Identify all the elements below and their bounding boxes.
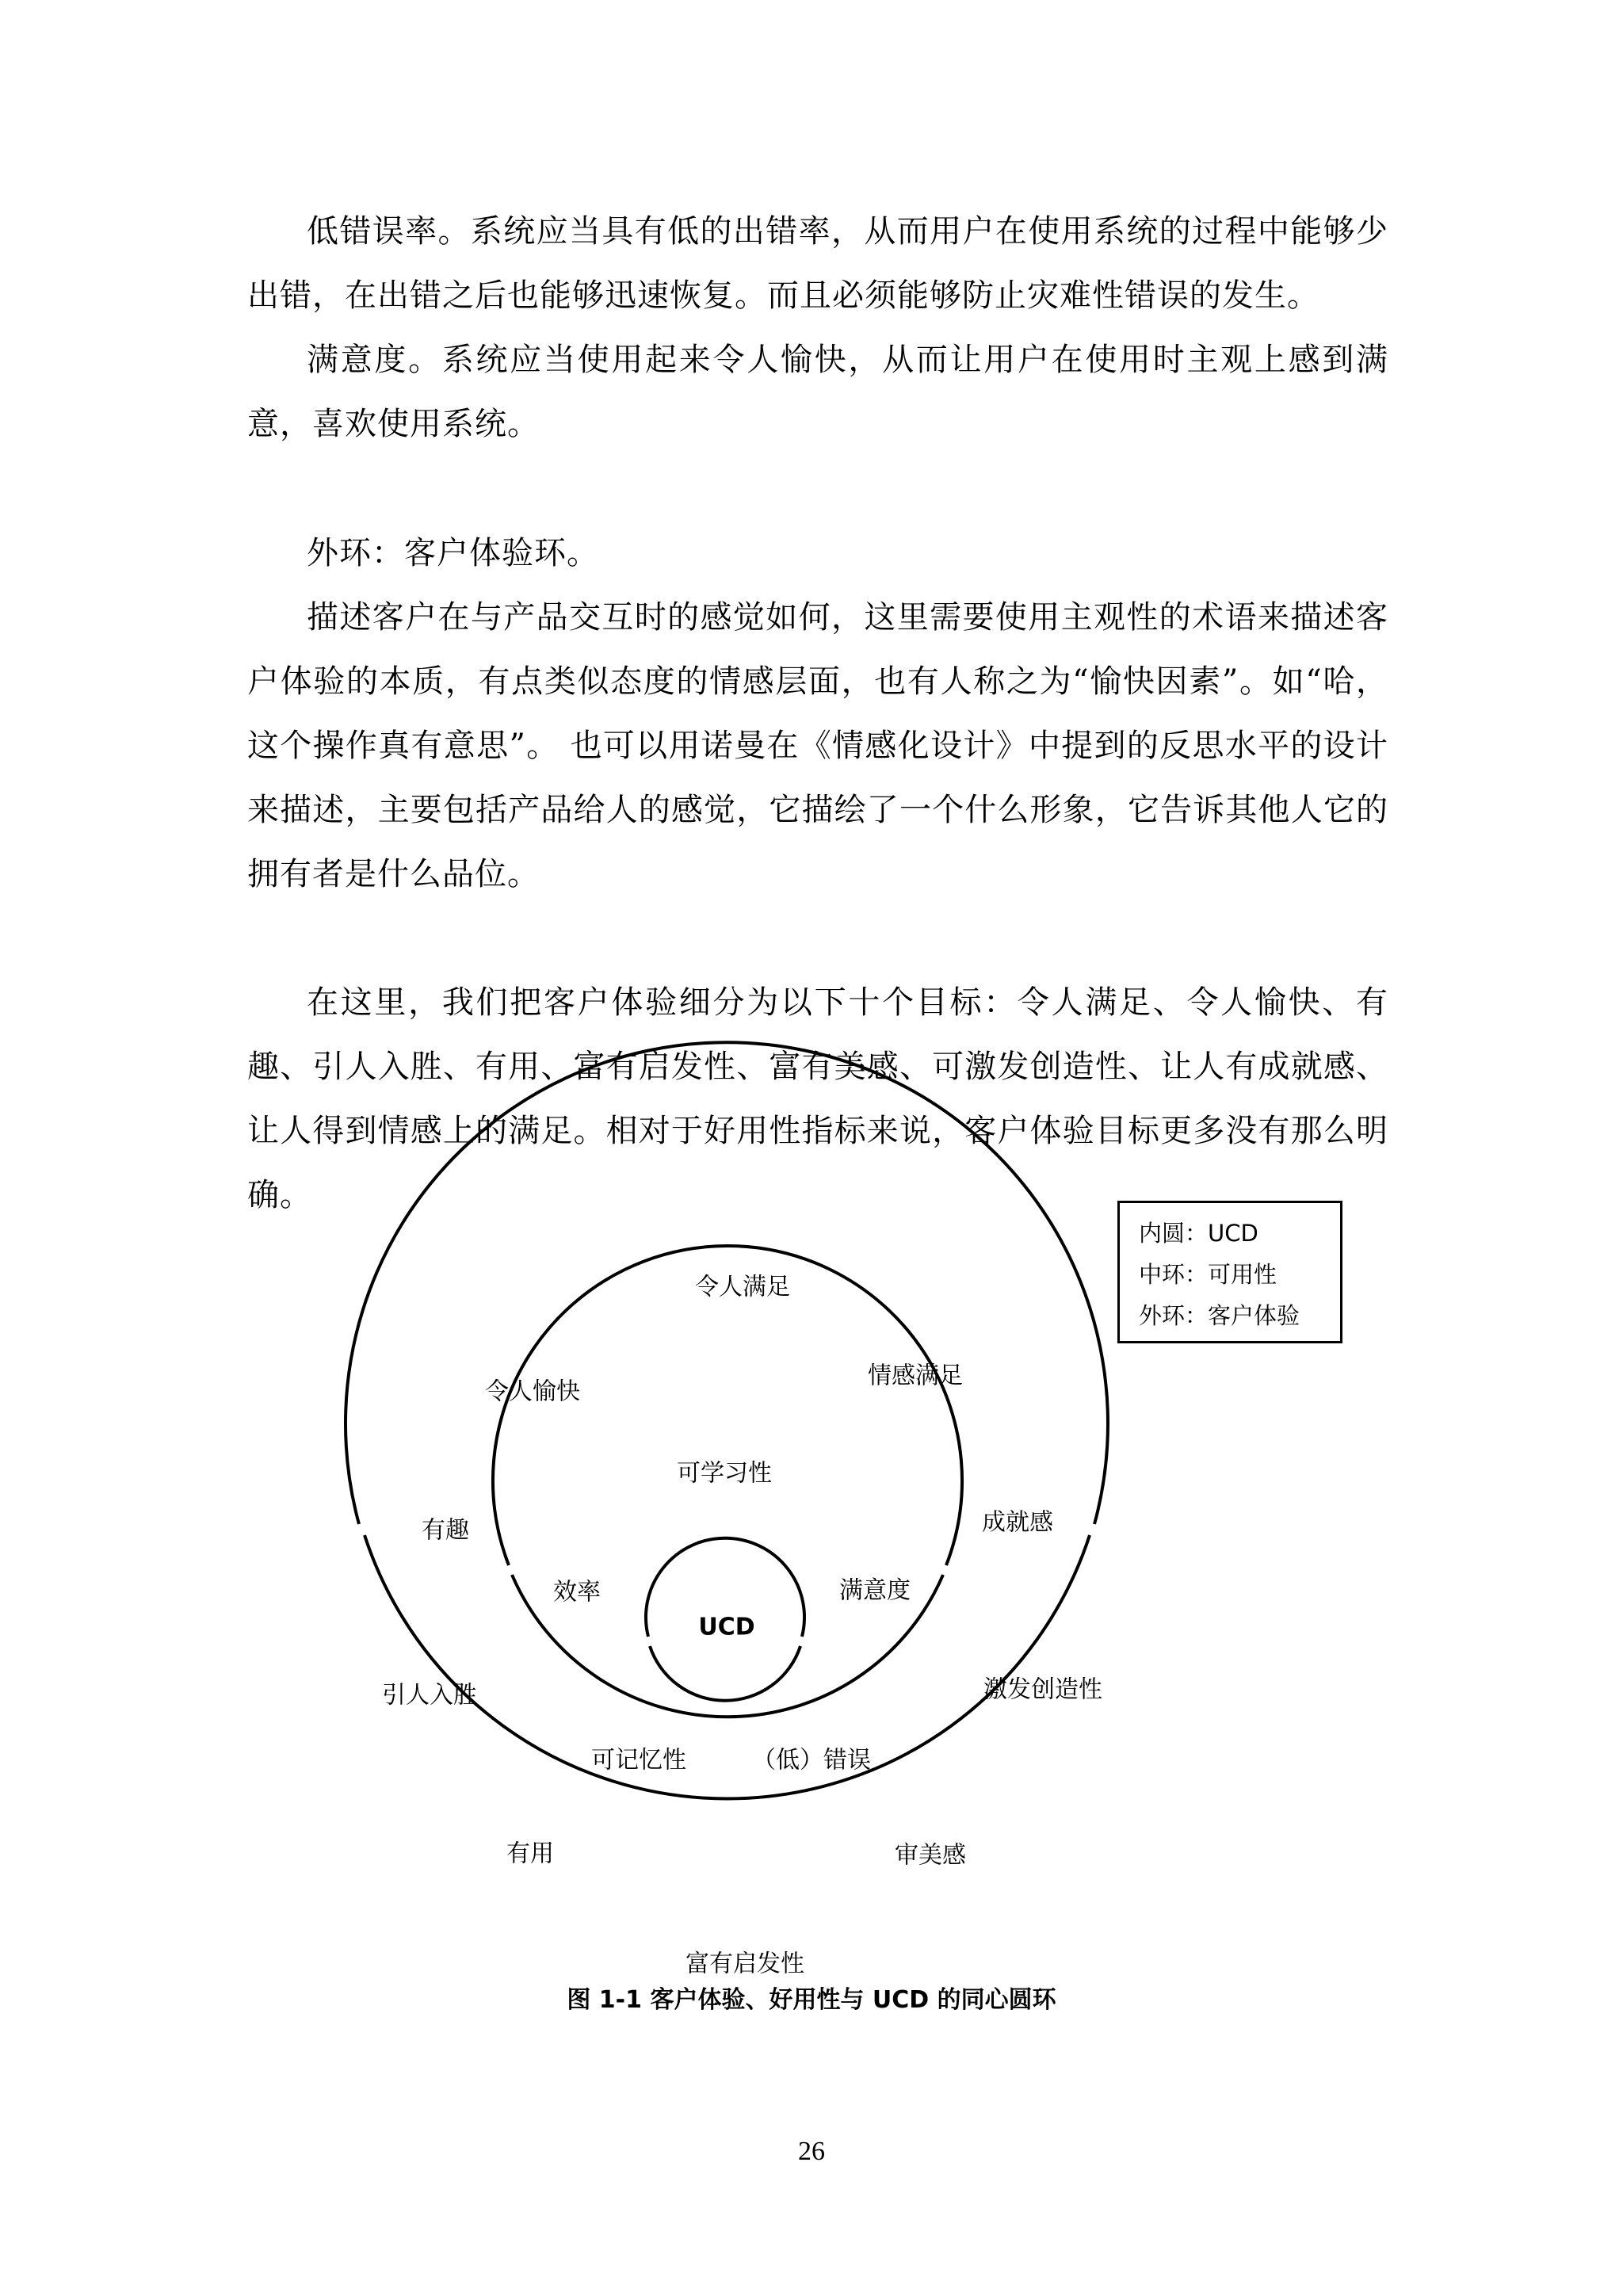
legend-entry-middle: 中环：可用性 [1139, 1261, 1277, 1288]
paragraph-outer-ring-heading: 外环：客户体验环。 [307, 535, 599, 571]
outer-ring-label-aesthetic: 审美感 [895, 1841, 966, 1870]
outer-ring-arc-lower [365, 1535, 1090, 1798]
page-number: 26 [798, 2137, 825, 2166]
outer-ring-label-enjoyable: 令人愉快 [485, 1377, 580, 1406]
outer-ring-label-engaging: 引人入胜 [382, 1681, 477, 1710]
outer-ring-label-supports-creativity: 激发创造性 [983, 1675, 1102, 1704]
outer-ring-label-useful: 有用 [506, 1839, 554, 1868]
outer-ring-label-inspiring: 富有启发性 [685, 1950, 804, 1978]
paragraph-low-error-rate: 低错误率。系统应当具有低的出错率，从而用户在使用系统的过程中能够少出错，在出错之后也能够迅速恢复。而且必须能够防止灾难性错误的发生。 [247, 213, 1388, 314]
inner-circle-label: UCD [698, 1613, 755, 1641]
paragraph-satisfaction: 满意度。系统应当使用起来令人愉快，从而让用户在使用时主观上感到满意，喜欢使用系统。 [247, 342, 1388, 442]
middle-ring-label-memorability: 可记忆性 [591, 1746, 686, 1775]
middle-ring-label-efficiency: 效率 [553, 1578, 601, 1606]
middle-ring-label-satisfaction: 满意度 [839, 1576, 911, 1605]
middle-ring-label-learnability: 可学习性 [677, 1459, 772, 1488]
inner-circle-arc-lower [650, 1646, 800, 1701]
figure-caption: 图 1-1 客户体验、好用性与 UCD 的同心圆环 [567, 1986, 1056, 2014]
outer-ring-label-satisfying: 令人满足 [695, 1273, 790, 1301]
outer-ring-label-fun: 有趣 [422, 1516, 469, 1545]
legend-entry-inner: 内圆：UCD [1139, 1220, 1258, 1247]
legend-entry-outer: 外环：客户体验 [1139, 1302, 1300, 1329]
middle-ring-label-low-errors: （低）错误 [752, 1746, 871, 1775]
outer-ring-label-emotionally-fulfilling: 情感满足 [868, 1362, 963, 1390]
paragraph-outer-ring-description: 描述客户在与产品交互时的感觉如何，这里需要使用主观性的术语来描述客户体验的本质，有点类似态度的情感层面，也有人称之为“愉快因素”。如“哈，这个操作真有意思”。 也可以用诺曼在《情感化设计》中提到的反思水平的设计来描述，主要包括产品给人的感觉，它描绘了一个什么形象，它告诉其他人它的拥有者是什么品位。 [247, 599, 1388, 892]
diagram-legend [1117, 1201, 1342, 1343]
paragraph-experience-goals: 在这里，我们把客户体验细分为以下十个目标：令人满足、令人愉快、有趣、引人入胜、有用、富有启发性、富有美感、可激发创造性、让人有成就感、让人得到情感上的满足。相对于好用性指标来说，客户体验目标更多没有那么明确。 [247, 984, 1388, 1213]
outer-ring-label-rewarding: 成就感 [982, 1508, 1053, 1537]
